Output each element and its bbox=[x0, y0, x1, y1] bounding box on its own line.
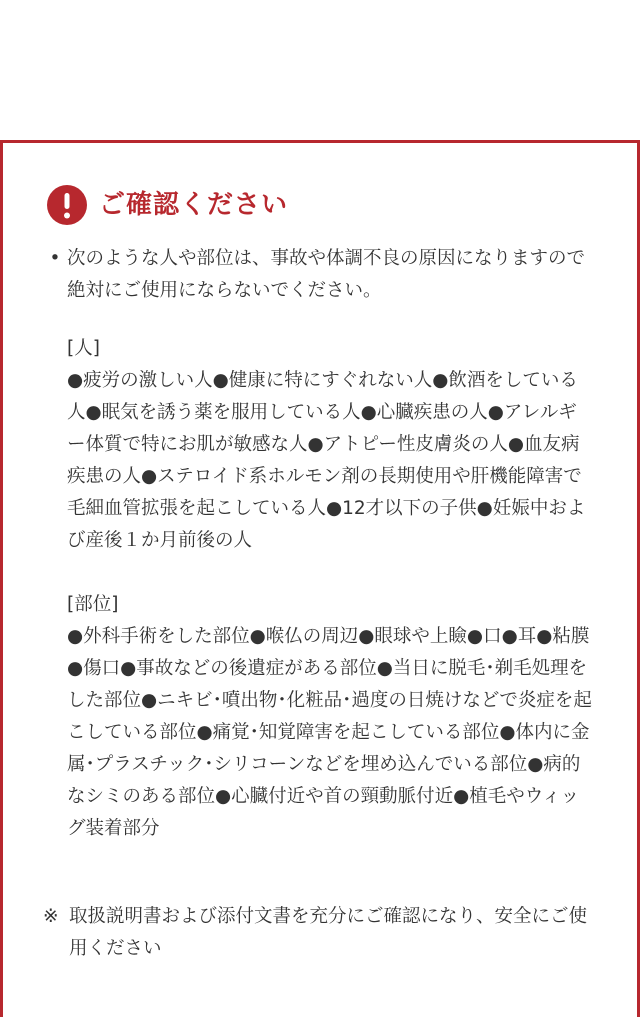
parts-list: ●外科手術をした部位●喉仏の周辺●眼球や上瞼●口●耳●粘膜●傷口●事故などの後遺症がある部位●当日に脱毛･剃毛処理をした部位●ニキビ･噴出物･化粧品･過度の日焼けなどで炎症を起こしている部位●痛覚･知覚障害を起こしている部位●体内に金属･プラスチック･シリコーンなどを埋め込んでいる部位●病的なシミのある部位●心臓付近や首の頸動脈付近●植毛やウィッグ装着部分 bbox=[67, 626, 592, 839]
notice-title: ご確認ください bbox=[99, 190, 289, 220]
notice-box bbox=[0, 140, 640, 1017]
people-label: [人] bbox=[67, 338, 100, 359]
intro-item bbox=[43, 243, 603, 307]
notice-heading bbox=[47, 185, 288, 225]
footnote-mark: ※ bbox=[43, 906, 59, 927]
parts-section bbox=[67, 589, 593, 845]
notice-content bbox=[43, 243, 603, 845]
people-section bbox=[67, 333, 593, 557]
intro-text: 次のような人や部位は、事故や体調不良の原因になりますので絶対にご使用にならないでください。 bbox=[67, 248, 586, 301]
exclamation-icon bbox=[47, 185, 87, 225]
parts-label: [部位] bbox=[67, 594, 119, 615]
people-list: ●疲労の激しい人●健康に特にすぐれない人●飲酒をしている人●眠気を誘う薬を服用している人●心臓疾患の人●アレルギー体質で特にお肌が敏感な人●アトピー性皮膚炎の人●血友病疾患の人●ステロイド系ホルモン剤の長期使用や肝機能障害で毛細血管拡張を起こしている人●12才以下の子供●妊娠中および産後１か月前後の人 bbox=[67, 370, 586, 551]
bullet-marker: • bbox=[49, 248, 61, 269]
footnote-text: 取扱説明書および添付文書を充分にご確認になり、安全にご使用ください bbox=[69, 906, 588, 959]
footnote bbox=[43, 901, 603, 965]
